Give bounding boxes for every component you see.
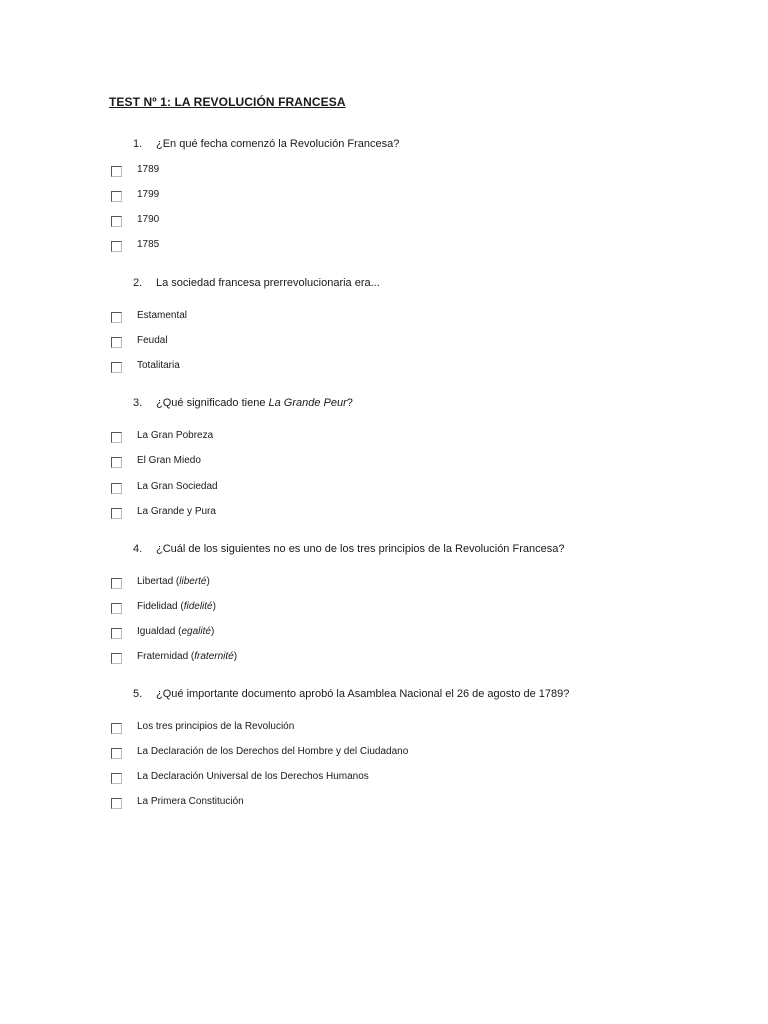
question-4 (0, 543, 768, 563)
checkbox[interactable] (111, 312, 122, 323)
checkbox[interactable] (111, 362, 122, 373)
checkbox[interactable] (111, 508, 122, 519)
question-number: 2. (133, 277, 143, 289)
question-text: ¿Qué importante documento aprobó la Asamblea Nacional el 26 de agosto de 1789? (156, 688, 570, 700)
checkbox[interactable] (111, 798, 122, 809)
question-number: 1. (133, 138, 143, 150)
option-2-1[interactable] (0, 310, 768, 328)
option-3-1[interactable] (0, 430, 768, 448)
checkbox[interactable] (111, 628, 122, 639)
option-label: La Primera Constitución (137, 796, 244, 807)
option-label: Totalitaria (137, 360, 180, 371)
option-3-3[interactable] (0, 481, 768, 499)
option-4-3[interactable] (0, 626, 768, 644)
question-3 (0, 397, 768, 417)
option-label: Los tres principios de la Revolución (137, 721, 295, 732)
option-1-3[interactable] (0, 214, 768, 232)
question-text: La sociedad francesa prerrevolucionaria era... (156, 277, 380, 289)
checkbox[interactable] (111, 457, 122, 468)
question-5 (0, 688, 768, 708)
question-number: 4. (133, 543, 143, 555)
option-label: Fidelidad (fidelité) (137, 601, 216, 612)
option-3-4[interactable] (0, 506, 768, 524)
option-label: Igualdad (egalité) (137, 626, 215, 637)
option-3-2[interactable] (0, 455, 768, 473)
option-label: Libertad (liberté) (137, 576, 210, 587)
checkbox[interactable] (111, 432, 122, 443)
option-label: El Gran Miedo (137, 455, 201, 466)
checkbox[interactable] (111, 723, 122, 734)
option-label: La Declaración de los Derechos del Hombre y del Ciudadano (137, 746, 409, 757)
option-label: 1789 (137, 164, 160, 175)
option-2-3[interactable] (0, 360, 768, 378)
option-label: Feudal (137, 335, 168, 346)
question-2 (0, 277, 768, 297)
option-label: Estamental (137, 310, 188, 321)
option-label: La Declaración Universal de los Derechos Humanos (137, 771, 369, 782)
italic-term: La Grande Peur (268, 397, 347, 409)
option-5-1[interactable] (0, 721, 768, 739)
checkbox[interactable] (111, 653, 122, 664)
checkbox[interactable] (111, 166, 122, 177)
question-text: ¿En qué fecha comenzó la Revolución Francesa? (156, 138, 400, 150)
checkbox[interactable] (111, 773, 122, 784)
option-1-2[interactable] (0, 189, 768, 207)
question-1 (0, 138, 768, 158)
option-label: La Gran Sociedad (137, 481, 218, 492)
checkbox[interactable] (111, 216, 122, 227)
option-5-3[interactable] (0, 771, 768, 789)
option-label: Fraternidad (fraternité) (137, 651, 238, 662)
option-1-4[interactable] (0, 239, 768, 257)
option-label: 1799 (137, 189, 160, 200)
option-4-1[interactable] (0, 576, 768, 594)
option-4-2[interactable] (0, 601, 768, 619)
option-label: 1790 (137, 214, 160, 225)
checkbox[interactable] (111, 603, 122, 614)
page-title: TEST Nº 1: LA REVOLUCIÓN FRANCESA (109, 95, 346, 109)
question-text: ¿Qué significado tiene La Grande Peur? (156, 397, 353, 409)
option-1-1[interactable] (0, 164, 768, 182)
option-label: 1785 (137, 239, 160, 250)
option-label: La Grande y Pura (137, 506, 216, 517)
checkbox[interactable] (111, 337, 122, 348)
option-4-4[interactable] (0, 651, 768, 669)
option-5-2[interactable] (0, 746, 768, 764)
question-text: ¿Cuál de los siguientes no es uno de los tres principios de la Revolución Francesa? (156, 543, 565, 555)
question-number: 3. (133, 397, 143, 409)
checkbox[interactable] (111, 578, 122, 589)
checkbox[interactable] (111, 191, 122, 202)
option-2-2[interactable] (0, 335, 768, 353)
question-number: 5. (133, 688, 143, 700)
option-5-4[interactable] (0, 796, 768, 814)
checkbox[interactable] (111, 483, 122, 494)
checkbox[interactable] (111, 748, 122, 759)
checkbox[interactable] (111, 241, 122, 252)
option-label: La Gran Pobreza (137, 430, 214, 441)
